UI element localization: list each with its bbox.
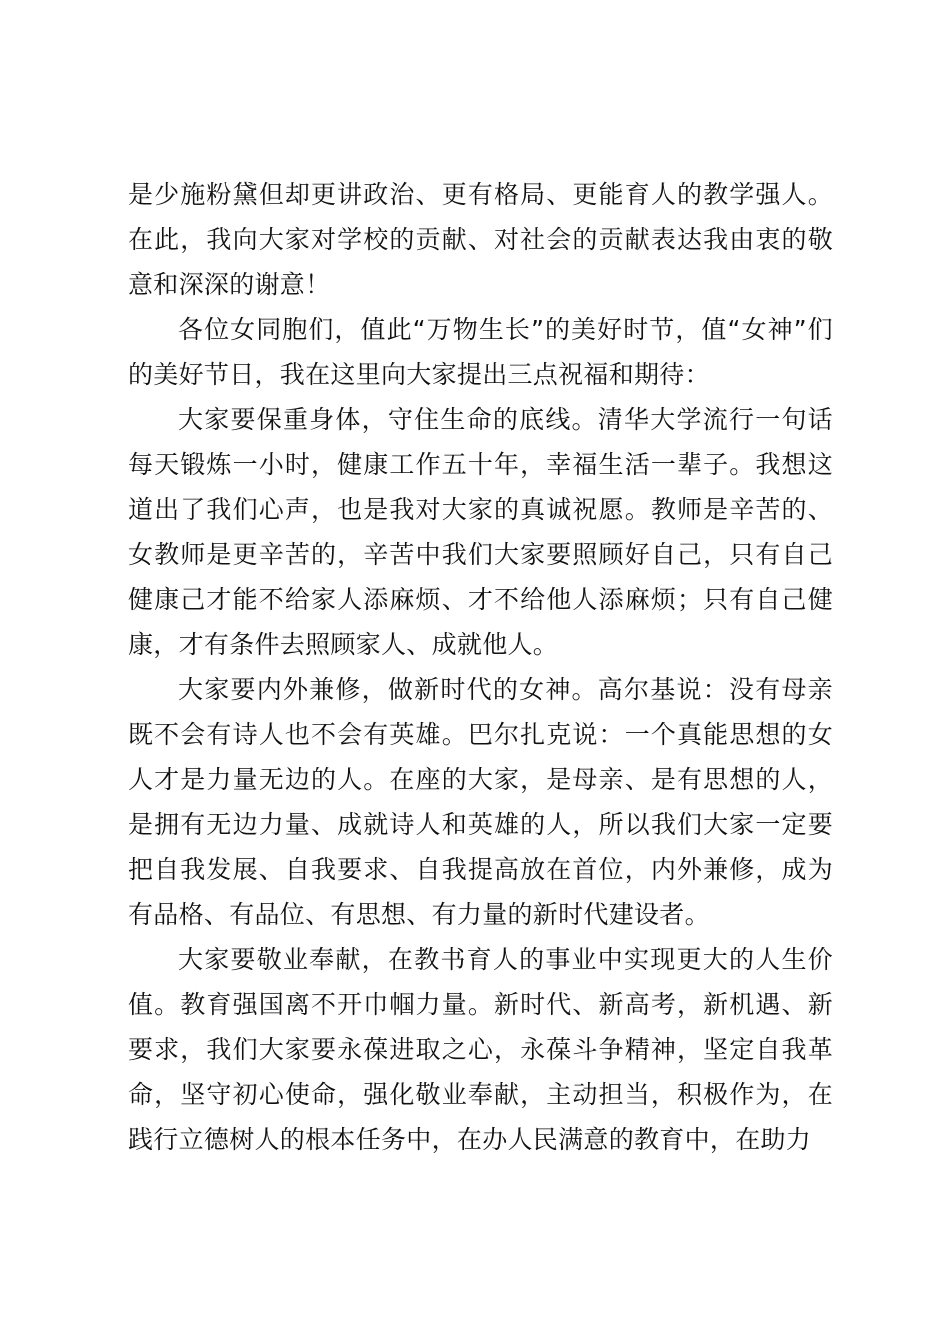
paragraph-health: 大家要保重身体，守住生命的底线。清华大学流行一句话每天锻炼一小时，健康工作五十年，幸福生活一辈子。我想这道出了我们心声，也是我对大家的真诚祝愿。教师是辛苦的、女教师是更辛苦的，辛苦中我们大家要照顾好自己，只有自己健康己才能不给家人添麻烦、才不给他人添麻烦；只有自己健康，才有条件去照顾家人、成就他人。 [128,405,833,659]
paragraph-continuation: 是少施粉黛但却更讲政治、更有格局、更能育人的教学强人。在此，我向大家对学校的贡献、对社会的贡献表达我由衷的敬意和深深的谢意！ [128,180,833,299]
paragraph-self-improvement: 大家要内外兼修，做新时代的女神。高尔基说：没有母亲既不会有诗人也不会有英雄。巴尔扎克说：一个真能思想的女人才是力量无边的人。在座的大家，是母亲、是有思想的人，是拥有无边力量、成就诗人和英雄的人，所以我们大家一定要把自我发展、自我要求、自我提高放在首位，内外兼修，成为有品格、有品位、有思想、有力量的新时代建设者。 [128,675,833,929]
paragraph-dedication: 大家要敬业奉献，在教书育人的事业中实现更大的人生价值。教育强国离不开巾帼力量。新时代、新高考，新机遇、新要求，我们大家要永葆进取之心，永葆斗争精神，坚定自我革命，坚守初心使命，强化敬业奉献，主动担当，积极作为，在践行立德树人的根本任务中，在办人民满意的教育中，在助力 [128,945,833,1154]
paragraph-greeting: 各位女同胞们，值此“万物生长”的美好时节，值“女神”们的美好节日，我在这里向大家提出三点祝福和期待： [128,315,833,389]
document-body [128,172,833,1162]
